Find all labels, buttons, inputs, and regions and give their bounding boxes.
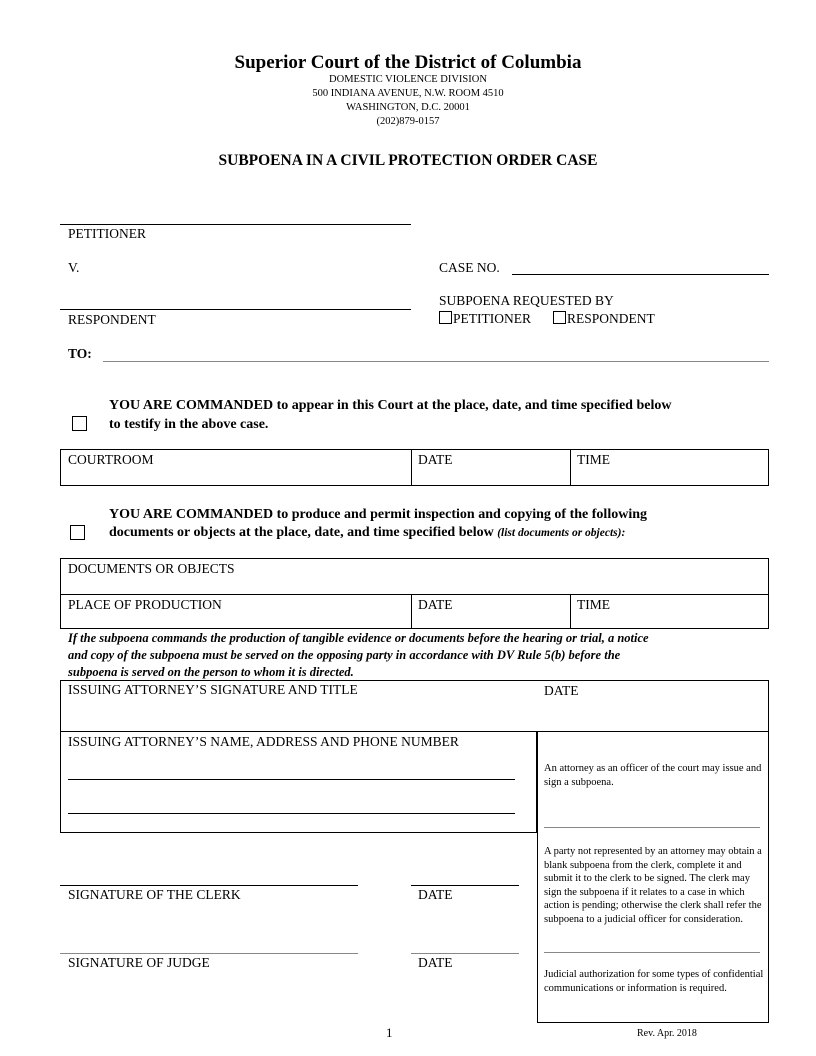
respondent-label: RESPONDENT: [68, 312, 156, 327]
attorney-signature-label: ISSUING ATTORNEY’S SIGNATURE AND TITLE: [68, 682, 358, 697]
attorney-name-label: ISSUING ATTORNEY’S NAME, ADDRESS AND PHONE NUMBER: [68, 734, 459, 749]
requested-respondent-label: RESPONDENT: [567, 311, 655, 326]
court-phone: (202)879-0157: [376, 116, 440, 127]
court-city: WASHINGTON, D.C. 20001: [346, 102, 470, 113]
requested-petitioner-label: PETITIONER: [453, 311, 531, 326]
sidebar-note-attorney: An attorney as an officer of the court may issue and sign a subpoena.: [544, 763, 762, 788]
judge-date-line[interactable]: [411, 953, 519, 954]
testify-date-label: DATE: [418, 452, 453, 467]
attorney-phone-line[interactable]: [68, 813, 515, 814]
notice-line1: If the subpoena commands the production of tangible evidence or documents before the hearing or trial, a notice: [68, 631, 649, 645]
requested-by-label: SUBPOENA REQUESTED BY: [439, 293, 614, 308]
testify-checkbox[interactable]: [72, 416, 87, 431]
clerk-date-line[interactable]: [411, 885, 519, 886]
requested-petitioner-checkbox[interactable]: [439, 311, 452, 324]
revision-date: Rev. Apr. 2018: [637, 1028, 697, 1039]
produce-command-note: (list documents or objects):: [497, 527, 626, 539]
clerk-signature-label: SIGNATURE OF THE CLERK: [68, 887, 241, 902]
judge-signature-label: SIGNATURE OF JUDGE: [68, 955, 210, 970]
produce-command-text: documents or objects at the place, date, and time specified below: [109, 525, 494, 540]
clerk-signature-line[interactable]: [60, 885, 358, 886]
testify-command-line2: to testify in the above case.: [109, 417, 269, 432]
notice-line3: subpoena is served on the person to whom it is directed.: [68, 665, 354, 679]
table-divider: [411, 449, 412, 486]
case-no-label: CASE NO.: [439, 260, 500, 275]
documents-label: DOCUMENTS OR OBJECTS: [68, 561, 235, 576]
place-of-production-label: PLACE OF PRODUCTION: [68, 597, 222, 612]
produce-command-line1: YOU ARE COMMANDED to produce and permit inspection and copying of the following: [109, 507, 647, 522]
table-divider: [411, 594, 412, 629]
respondent-line[interactable]: [60, 309, 411, 310]
petitioner-label: PETITIONER: [68, 226, 146, 241]
produce-time-label: TIME: [577, 597, 610, 612]
court-name: Superior Court of the District of Columbia: [234, 52, 582, 73]
testify-time-label: TIME: [577, 452, 610, 467]
sidebar-note-judicial: Judicial authorization for some types of confidential communications or information is required.: [544, 969, 764, 994]
table-row-divider: [60, 594, 769, 595]
testify-table: [60, 449, 769, 486]
versus-label: V.: [68, 260, 80, 275]
to-line[interactable]: [103, 361, 769, 362]
court-address: 500 INDIANA AVENUE, N.W. ROOM 4510: [312, 88, 504, 99]
produce-command-line2: [109, 525, 625, 541]
notice-line2: and copy of the subpoena must be served on the opposing party in accordance with DV Rule 5(b) before the: [68, 648, 621, 662]
form-title: SUBPOENA IN A CIVIL PROTECTION ORDER CASE: [218, 152, 598, 169]
attorney-date-label: DATE: [544, 683, 579, 698]
produce-date-label: DATE: [418, 597, 453, 612]
sidebar-note-unrepresented: A party not represented by an attorney may obtain a blank subpoena from the clerk, complete it and submit it to the clerk to be signed. The clerk may sign the subpoena if it relates to a case in which action is pending; otherwise the clerk shall refer the subpoena to a judicial officer for consideration.: [544, 846, 762, 925]
petitioner-line[interactable]: [60, 224, 411, 225]
page-number: 1: [386, 1025, 393, 1040]
division-name: DOMESTIC VIOLENCE DIVISION: [329, 74, 487, 85]
courtroom-label: COURTROOM: [68, 452, 154, 467]
requested-respondent-checkbox[interactable]: [553, 311, 566, 324]
to-label: TO:: [68, 346, 92, 361]
judge-signature-line[interactable]: [60, 953, 358, 954]
produce-checkbox[interactable]: [70, 525, 85, 540]
table-divider: [570, 594, 571, 629]
table-divider: [570, 449, 571, 486]
attorney-address-line[interactable]: [68, 779, 515, 780]
clerk-date-label: DATE: [418, 887, 453, 902]
testify-command-line1: YOU ARE COMMANDED to appear in this Court at the place, date, and time specified below: [109, 398, 672, 413]
judge-date-label: DATE: [418, 955, 453, 970]
sidebar-divider: [544, 827, 760, 828]
case-no-line[interactable]: [512, 274, 769, 275]
sidebar-divider: [544, 952, 760, 953]
